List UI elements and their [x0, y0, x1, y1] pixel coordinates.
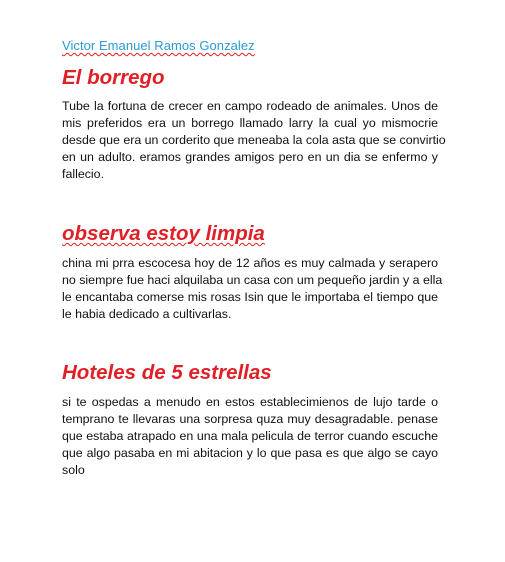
section-title-3: Hoteles de 5 estrellas	[62, 361, 272, 384]
section-title-1: El borrego	[62, 66, 165, 89]
body-line: que algo pasaba en mi abitacion y lo que pasa es que algo se cayo	[62, 446, 438, 460]
author-text: Victor Emanuel Ramos Gonzalez	[62, 38, 255, 53]
body-line: en un adulto. eramos grandes amigos pero en un dia se enfermo y	[62, 150, 438, 164]
section-body-3	[62, 394, 438, 479]
section-body-1	[62, 98, 446, 183]
body-line: que estaba atrapado en una mala pelicula de terror cuando escuche	[62, 429, 438, 443]
body-line: temprano te llevaras una sorpresa quza muy desagradable. penase	[62, 412, 438, 426]
body-line: si te ospedas a menudo en estos establecimienos de lujo tarde o	[62, 395, 438, 409]
body-line: Tube la fortuna de crecer en campo rodeado de animales. Unos de	[62, 99, 438, 113]
body-line: le habia dedicado a cultivarlas.	[62, 307, 232, 321]
body-line: desde que era un corderito que meneaba la cola asta que se convirtio	[62, 133, 446, 147]
section-body-2	[62, 255, 443, 323]
body-line: fallecio.	[62, 167, 105, 181]
body-line: mis preferidos era un borrego llamado larry la cual yo mismocrie	[62, 116, 438, 130]
body-line: le encantaba comerse mis rosas Isin que le importaba el tiempo que	[62, 290, 438, 304]
section-title-2-text: observa estoy limpia	[62, 222, 265, 245]
section-title-2	[62, 222, 265, 246]
author-name	[62, 38, 255, 53]
body-line: solo	[62, 463, 85, 477]
body-line: no siempre fue haci alquilaba un casa con um pequeño jardin y a ella	[62, 273, 443, 287]
body-line: china mi prra escocesa hoy de 12 años es muy calmada y serapero	[62, 256, 438, 270]
